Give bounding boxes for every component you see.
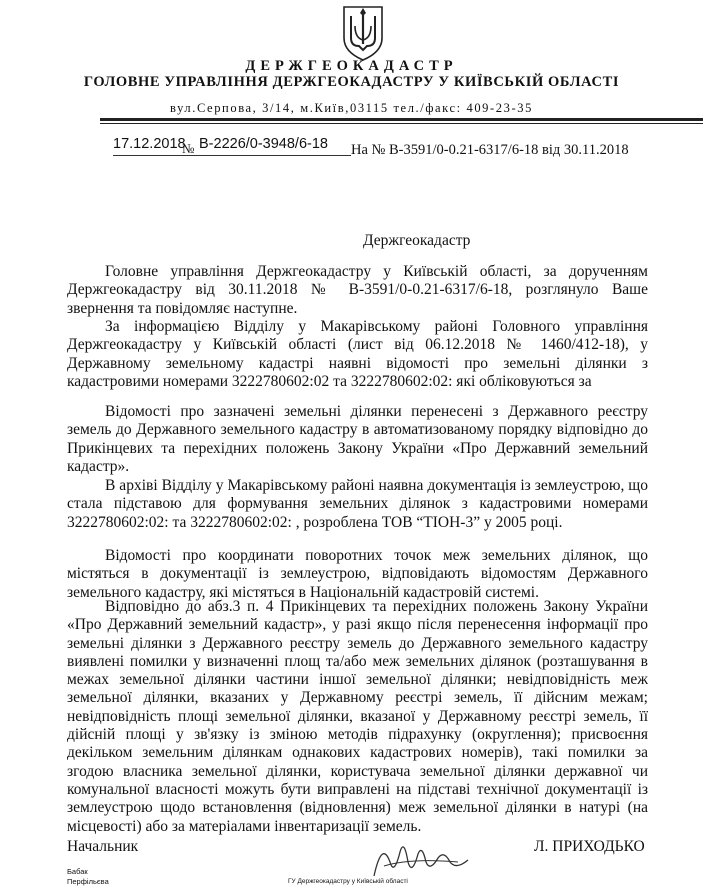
body-paragraph-4: В архіві Відділу у Макарівському районі наявна документація із землеустрою, що стала підставою для формування земельних ділянок з кадастровими номерами 3222780602:02: та 3222780602:02: , розроблена ТОВ “ТІОН-3” у 2005 році. [67, 477, 648, 531]
body-paragraph-3: Відомості про зазначені земельні ділянки перенесені з Державного реєстру земель до Державного земельного кадастру в автоматизованому порядку відповідно до Прикінцевих та перехідних положень Закону України «Про Державний земельний кадастр». [67, 403, 648, 475]
coat-of-arms-icon [338, 4, 388, 62]
body-paragraph-1: Головне управління Держгеокадастру у Київській області, за дорученням Держгеокадастру від 30.11.2018 № В-3591/0-0.21-6317/6-18, розглянуло Ваше звернення та повідомляє наступне. [67, 263, 648, 317]
body-paragraph-6: Відповідно до абз.3 п. 4 Прикінцевих та перехідних положень Закону України «Про Державний земельний кадастр», у разі якщо після перенесення інформації про земельні ділянки з Державного реєстру земель до Державного земельного кадастру виявлені помилки у визначенні площ та/або меж земельних ділянок (розташування в межах земельної ділянки частини іншої земельної ділянки; невідповідність меж земельної ділянки, вказаних у Державному реєстрі земель, її дійсним межам; невідповідність площі земельної ділянки, вказаної у Державному реєстрі земель, її дійсній площі у зв'язку із зміною методів підрахунку (округлення); присвоєння декільком земельним ділянкам однакових кадастрових номерів), такі помилки за згодою власника земельної ділянки, користувача земельної ділянки державної чи комунальної власності можуть бути виправлені на підставі технічної документації із землеустрою щодо встановлення (відновлення) меж земельної ділянки в натурі (на місцевості) або за матеріалами інвентаризації земель. [67, 598, 648, 835]
registration-number: В-2226/0-3948/6-18 [199, 136, 328, 152]
signatory-name: Л. ПРИХОДЬКО [534, 838, 645, 855]
registration-date: 17.12.2018 [113, 136, 186, 152]
footer-organization: ГУ Держгеокадастру у Київській області [288, 878, 408, 885]
signatory-position: Начальник [67, 838, 139, 855]
agency-name: ДЕРЖГЕОКАДАСТР [245, 58, 458, 74]
registration-line [113, 137, 703, 157]
body-paragraph-2: За інформацією Відділу у Макарівському районі Головного управління Держгеокадастру у Київській області (лист від 06.12.2018 № 1460/412-18), у Державному земельному кадастрі наявні відомості про земельні ділянки з кадастровими номерами 3222780602:02 та 3222780602:02: які обліковуються за [67, 318, 648, 390]
executor-name-1: Бабак [67, 867, 88, 876]
number-sign: № [182, 141, 195, 156]
department-name: ГОЛОВНЕ УПРАВЛІННЯ ДЕРЖГЕОКАДАСТРУ У КИЇВСЬКІЙ ОБЛАСТІ [83, 74, 620, 90]
agency-address: вул.Серпова, 3/14, м.Київ,03115 тел./факс: 409-23-35 [170, 101, 533, 115]
letterhead-divider-thick [100, 118, 703, 121]
executor-name-2: Перфільєва [67, 877, 109, 886]
registration-underline [113, 155, 351, 156]
body-paragraph-5: Відомості про координати поворотних точок меж земельних ділянок, що містяться в документації із землеустрою, відповідають відомостям Державного земельного кадастру, які містяться в Національній кадастровій системі. [67, 547, 648, 601]
recipient: Держгеокадастр [363, 232, 471, 249]
letterhead-divider-thin [100, 123, 703, 124]
reference-number: На № В-3591/0-0.21-6317/6-18 від 30.11.2018 [351, 142, 629, 158]
